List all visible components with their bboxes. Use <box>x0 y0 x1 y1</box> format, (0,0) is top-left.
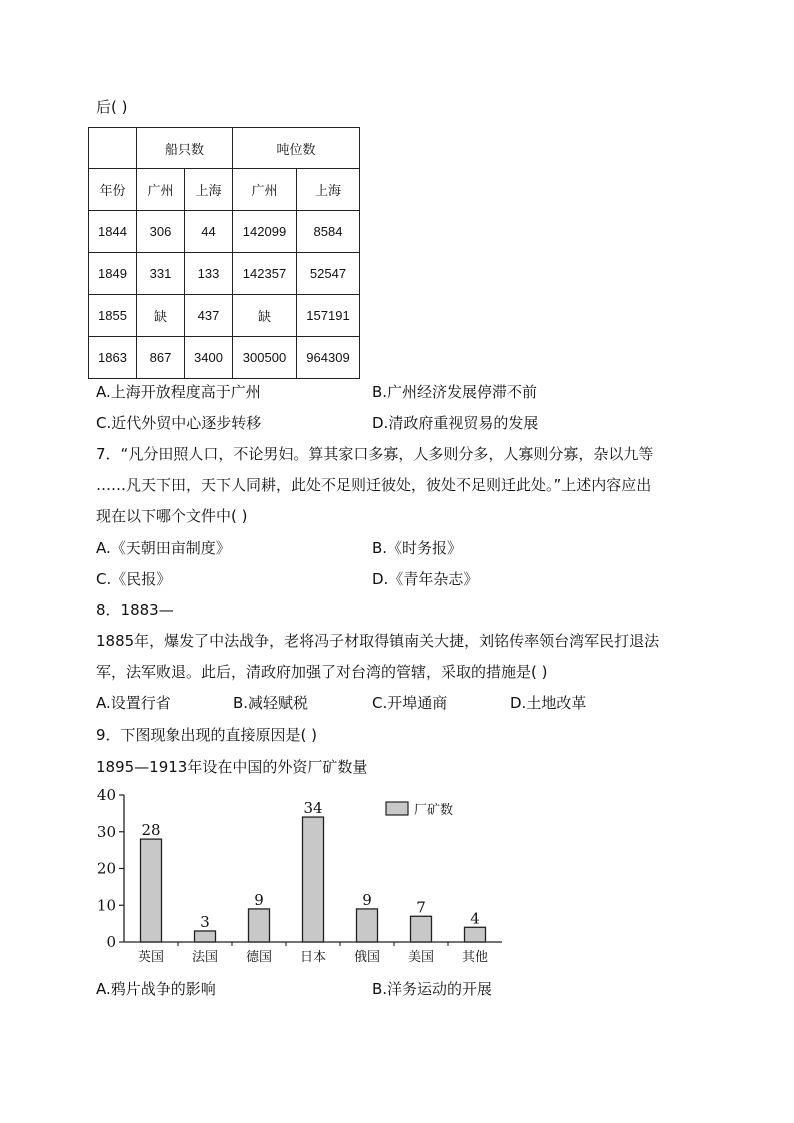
table-cell: 306 <box>137 211 185 253</box>
bar <box>141 839 162 942</box>
table-row <box>89 295 360 337</box>
bar-value-label: 4 <box>470 909 480 928</box>
q7-option-c: C.《民报》 <box>96 570 172 588</box>
table-cell: 3400 <box>185 337 233 379</box>
bar-value-label: 28 <box>141 821 161 840</box>
bar-value-label: 9 <box>254 890 264 909</box>
y-tick-label: 10 <box>96 896 116 915</box>
bar <box>195 931 216 942</box>
table-subheader: 广州 <box>137 169 185 211</box>
table-cell: 133 <box>185 253 233 295</box>
table-cell: 142099 <box>233 211 297 253</box>
q6-option-c: C.近代外贸中心逐步转移 <box>96 414 262 432</box>
q8-stem-line2: 1885年，爆发了中法战争，老将冯子材取得镇南关大捷，刘铭传率领台湾军民打退法 <box>96 632 660 650</box>
table-group-header: 船只数 <box>137 128 233 169</box>
chart-title: 1895—1913年设在中国的外资厂矿数量 <box>96 758 368 776</box>
table-cell: 867 <box>137 337 185 379</box>
table-cell: 缺 <box>233 295 297 337</box>
q6-option-d: D.清政府重视贸易的发展 <box>372 414 539 432</box>
bar <box>411 916 432 942</box>
table-subheader: 年份 <box>89 169 137 211</box>
x-tick-label: 美国 <box>407 950 435 965</box>
table-cell: 300500 <box>233 337 297 379</box>
table-cell: 964309 <box>297 337 360 379</box>
table-cell: 437 <box>185 295 233 337</box>
bar <box>465 927 486 942</box>
q8-stem-line3: 军，法军败退。此后，清政府加强了对台湾的管辖，采取的措施是( ) <box>96 663 548 681</box>
q8-option-c: C.开埠通商 <box>372 694 448 712</box>
chart-bars <box>141 799 486 942</box>
table-cell: 1844 <box>89 211 137 253</box>
table-subheader: 上海 <box>185 169 233 211</box>
table-subheader: 上海 <box>297 169 360 211</box>
chart-legend <box>386 802 453 818</box>
table-cell: 1863 <box>89 337 137 379</box>
x-tick-label: 英国 <box>137 950 165 965</box>
bar-value-label: 34 <box>303 799 323 818</box>
table-cell: 142357 <box>233 253 297 295</box>
x-tick-label: 法国 <box>191 950 219 965</box>
q6-option-b: B.广州经济发展停滞不前 <box>372 383 538 401</box>
table-cell: 331 <box>137 253 185 295</box>
q6-option-a: A.上海开放程度高于广州 <box>96 383 261 401</box>
bar-value-label: 7 <box>416 898 426 917</box>
y-tick-label: 40 <box>96 786 116 804</box>
q7-option-d: D.《青年杂志》 <box>372 570 479 588</box>
x-tick-label: 俄国 <box>353 950 381 965</box>
y-tick-label: 0 <box>106 933 116 951</box>
q8-option-a: A.设置行省 <box>96 694 171 712</box>
table-row <box>89 211 360 253</box>
table-group-header: 吨位数 <box>233 128 360 169</box>
table-cell: 1849 <box>89 253 137 295</box>
table-row <box>89 253 360 295</box>
q7-option-b: B.《时务报》 <box>372 539 463 557</box>
bar-value-label: 9 <box>362 890 372 909</box>
x-tick-label: 其他 <box>461 950 489 965</box>
q7-stem-line2: ……凡天下田，天下人同耕，此处不足则迁彼处，彼处不足则迁此处。”上述内容应出 <box>96 476 652 494</box>
q7-stem-line1: 7．“凡分田照人口，不论男妇。算其家口多寡，人多则分多，人寡则分寡，杂以九等 <box>96 445 654 463</box>
q7-stem-line3: 现在以下哪个文件中( ) <box>96 507 248 525</box>
legend-label: 厂矿数 <box>414 803 454 818</box>
bar-chart <box>88 782 518 972</box>
q9-option-b: B.洋务运动的开展 <box>372 980 493 998</box>
q8-option-b: B.减轻赋税 <box>233 694 309 712</box>
table-cell: 1855 <box>89 295 137 337</box>
bar-value-label: 3 <box>200 912 210 931</box>
table-corner-cell <box>89 128 137 169</box>
table-cell: 52547 <box>297 253 360 295</box>
table-subheader: 广州 <box>233 169 297 211</box>
q9-stem: 9．下图现象出现的直接原因是( ) <box>96 726 318 744</box>
table-cell: 44 <box>185 211 233 253</box>
bar <box>249 909 270 942</box>
q7-option-a: A.《天朝田亩制度》 <box>96 539 231 557</box>
y-tick-label: 20 <box>96 859 116 878</box>
q8-option-d: D.土地改革 <box>510 694 587 712</box>
table-cell: 157191 <box>297 295 360 337</box>
q6-stem-tail: 后( ) <box>96 98 128 116</box>
legend-swatch <box>386 802 408 815</box>
q8-stem-line1: 8．1883— <box>96 601 174 619</box>
q9-option-a: A.鸦片战争的影响 <box>96 980 216 998</box>
bar <box>357 909 378 942</box>
bar <box>303 817 324 942</box>
x-tick-label: 日本 <box>299 950 327 965</box>
table-cell: 缺 <box>137 295 185 337</box>
table-row <box>89 337 360 379</box>
shipping-table <box>88 127 360 379</box>
y-tick-label: 30 <box>96 822 116 841</box>
table-cell: 8584 <box>297 211 360 253</box>
x-tick-label: 德国 <box>245 950 273 965</box>
